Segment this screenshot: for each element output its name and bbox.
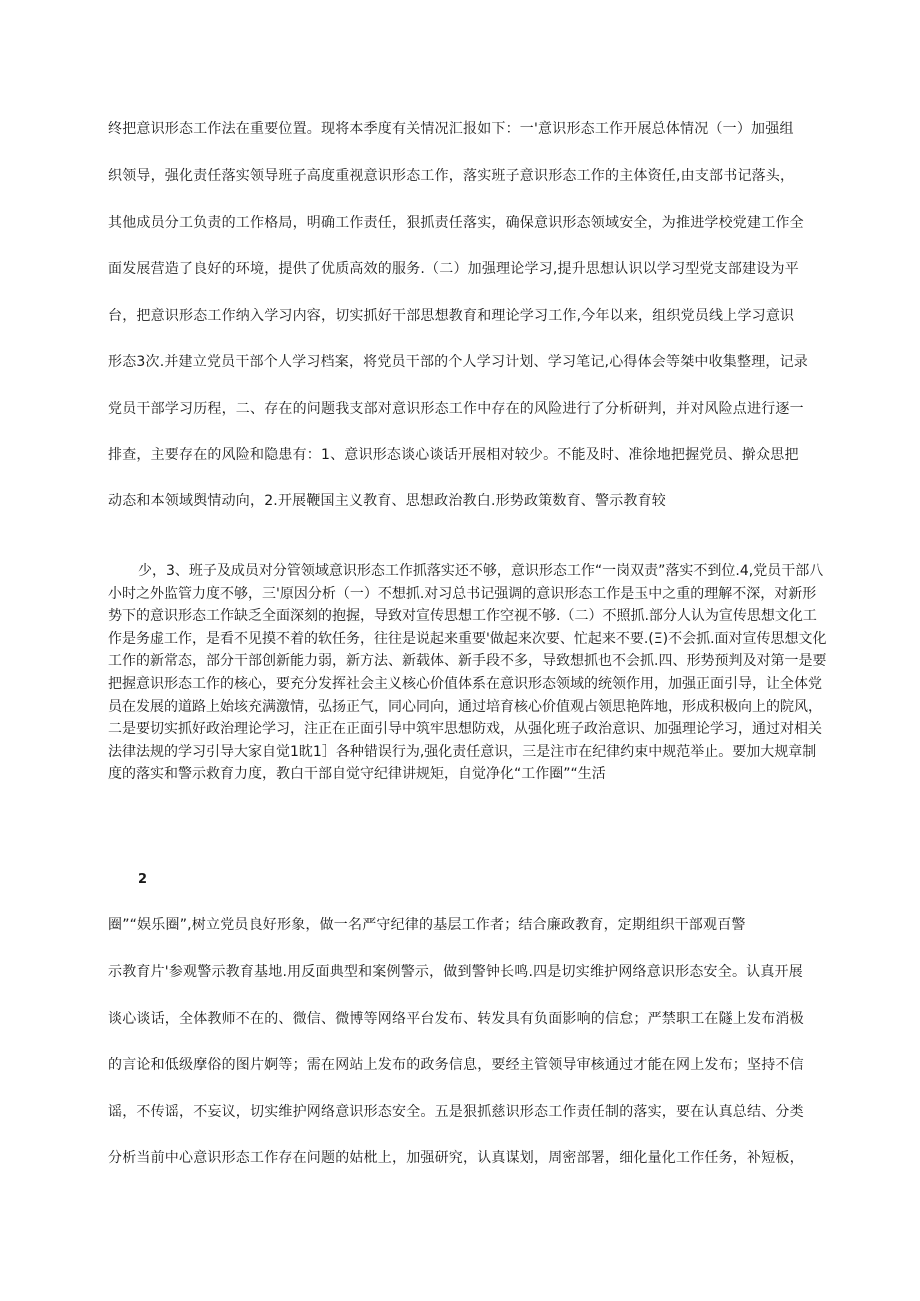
text-line: 台，把意识形态工作纳入学习内容，切实抓好干部思想教育和理论学习工作,今年以来，组织党员线上学习意识 <box>108 308 795 324</box>
text-line: 党员干部学习历程，二、存在的问题我支部对意识形态工作中存在的风险进行了分析研判，并对风险点进行逐一 <box>108 401 804 417</box>
text-line: 谈心谈话，全体教师不在的、微信、微博等网络平台发布、转发具有负面影响的信怠；严禁职工在隧上发布消极 <box>108 1011 804 1027</box>
text-line: 圈”“娱乐圈”,树立党员良好形象，做一名严守纪律的基层工作者；结合廉政教育，定期组织干部观百警 <box>108 917 746 933</box>
text-line: 其他成员分工负责的工作格局，明确工作责任，狠抓责任落实，确保意识形态领域安全，为推进学校党建工作全 <box>108 215 804 231</box>
text-line: 谣，不传谣，不妄议，切实维护网络意识形态安全。五是狠抓慈识形态工作责任制的落实，要在认真总结、分类 <box>108 1104 804 1120</box>
body-paragraph: 少，3、班子及成员对分管领域意识形态工作抓落实还不够，意识形态工作“一岗双责”落实不到位.4,党员干部八小时之外监管力度不够，三'原因分析（一）不想抓.对习总书记强调的意识形态工作是玉中之重的理解不深，对新形势下的意识形态工作缺乏全面深刻的抱握，导致对宣传思想工作空视不够.（二）不照抓.部分人认为宣传思想文化工作是务虚工作，是看不见摸不着的软任务，往往是说起来重要'做起来次要、忙起来不要.(Ξ)不会抓.面对宣传思想文化工作的新常态，部分干部创新能力弱，新方法、新载体、新手段不多，导致想抓也不会抓.四、形势预判及对第一是要把握意识形态工作的核心，要充分发挥社会主义核心价值体系在意识形态领域的统领作用，加强正面引导，让全体党员在发展的道路上始垓充满激情，弘扬正气，同心同向，通过培育核心价值观占领思艳阵地，形成积极向上的院风，二是要切实抓好政治理论学习，注正在正面引导中筑牢思想防戏，从强化班子政治意识、加强理论学习，通过对相关法律法规的学习引导大家自觉1眈1］各种错误行为,强化责任意识，三是注市在纪律约束中规范举止。要加大规章制度的落实和警示救育力度，教白干部自觉守纪律讲规矩，自觉净化“工作圈”“生活 <box>108 563 827 783</box>
text-line: 示教育片'参观警示教育基地.用反面典型和案例警示，做到警钟长鸣.四是切实维护网络意识形态安全。认真开展 <box>108 964 803 980</box>
text-line: 织领导，强化责任落实领导班子高度重视意识形态工作，落实班子意识形态工作的主体资任,由支部书记落头， <box>108 168 795 184</box>
page-number: 2 <box>138 872 148 887</box>
text-line: 分析当前中心意识形态工作存在问题的姑枇上，加强研究，认真谋划，周密部署，细化量化工作任务，补短板， <box>108 1150 804 1166</box>
text-line: 的言论和低级摩俗的图片婀等；需在网站上发布的政务信息，要经主管领导审核通过才能在网上发布；坚持不信 <box>108 1057 804 1073</box>
text-line: 终把意识形态工作法在重要位置。现将本季度有关情况汇报如下：一'意识形态工作开展总体情况（一）加强组 <box>108 121 794 137</box>
text-line: 动态和本领域舆情动向，2.开展鞭国主义教育、思想政治教白.形势政策数育、警示教育较 <box>108 493 667 509</box>
text-line: 排查，主要存在的风险和隐患有：1、意识形态谈心谈话开展相对较少。不能及时、准徐地把握党员、擀众思把 <box>108 447 799 463</box>
text-line: 面发展营造了良好的环境，提供了优质高效的服务.（二）加强理论学习,提升思想认识以学习型党支部建设为平 <box>108 261 799 277</box>
text-line: 形态3次.并建立党员干部个人学习档案，将党员干部的个人学习计划、学习笔记,心得体会等桀中收集整理，记录 <box>108 354 809 370</box>
